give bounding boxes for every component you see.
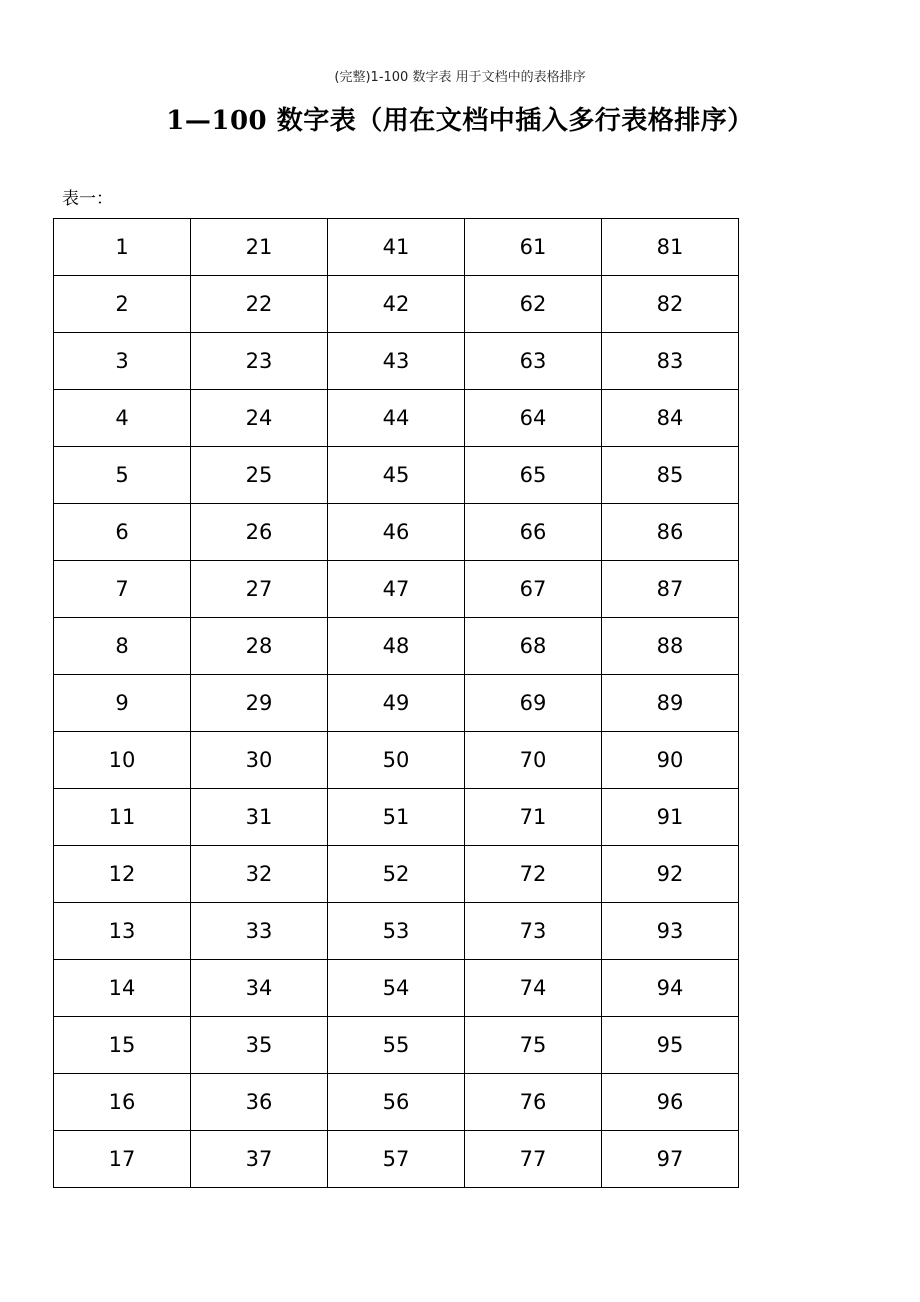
table-cell: 95 [602, 1017, 739, 1074]
table-cell: 9 [54, 675, 191, 732]
table-cell: 72 [465, 846, 602, 903]
number-table [53, 218, 739, 1188]
table-cell: 16 [54, 1074, 191, 1131]
table-row [54, 846, 739, 903]
table-cell: 69 [465, 675, 602, 732]
table-cell: 57 [328, 1131, 465, 1188]
running-header: (完整)1-100 数字表 用于文档中的表格排序 [334, 70, 586, 85]
table-cell: 17 [54, 1131, 191, 1188]
table-cell: 45 [328, 447, 465, 504]
table-cell: 26 [191, 504, 328, 561]
table-cell: 14 [54, 960, 191, 1017]
table-cell: 53 [328, 903, 465, 960]
table-cell: 65 [465, 447, 602, 504]
table-row [54, 390, 739, 447]
table-row [54, 561, 739, 618]
table-cell: 32 [191, 846, 328, 903]
table-cell: 85 [602, 447, 739, 504]
table-row [54, 447, 739, 504]
table-row [54, 1017, 739, 1074]
table-row [54, 333, 739, 390]
table-cell: 71 [465, 789, 602, 846]
table-cell: 35 [191, 1017, 328, 1074]
table-cell: 24 [191, 390, 328, 447]
table-cell: 92 [602, 846, 739, 903]
table-cell: 47 [328, 561, 465, 618]
table-cell: 67 [465, 561, 602, 618]
table-cell: 8 [54, 618, 191, 675]
table-cell: 27 [191, 561, 328, 618]
table-cell: 48 [328, 618, 465, 675]
table-cell: 56 [328, 1074, 465, 1131]
table-cell: 73 [465, 903, 602, 960]
table-cell: 83 [602, 333, 739, 390]
table-cell: 29 [191, 675, 328, 732]
table-cell: 75 [465, 1017, 602, 1074]
table-row [54, 504, 739, 561]
table-cell: 4 [54, 390, 191, 447]
table-cell: 33 [191, 903, 328, 960]
document-title: 1—100 数字表（用在文档中插入多行表格排序） [166, 106, 754, 136]
table-row [54, 789, 739, 846]
table-cell: 74 [465, 960, 602, 1017]
table-row [54, 675, 739, 732]
table-cell: 97 [602, 1131, 739, 1188]
table-cell: 89 [602, 675, 739, 732]
table-row [54, 903, 739, 960]
table-cell: 11 [54, 789, 191, 846]
table-cell: 10 [54, 732, 191, 789]
table-cell: 70 [465, 732, 602, 789]
table-cell: 51 [328, 789, 465, 846]
number-table-body [54, 219, 739, 1188]
table-cell: 96 [602, 1074, 739, 1131]
table-cell: 46 [328, 504, 465, 561]
table-row [54, 960, 739, 1017]
table-cell: 42 [328, 276, 465, 333]
table-cell: 52 [328, 846, 465, 903]
table-cell: 12 [54, 846, 191, 903]
table-label: 表一： [62, 189, 113, 209]
table-cell: 68 [465, 618, 602, 675]
table-cell: 23 [191, 333, 328, 390]
table-cell: 28 [191, 618, 328, 675]
table-cell: 81 [602, 219, 739, 276]
table-row [54, 219, 739, 276]
table-cell: 91 [602, 789, 739, 846]
table-row [54, 732, 739, 789]
table-cell: 66 [465, 504, 602, 561]
table-cell: 30 [191, 732, 328, 789]
table-cell: 55 [328, 1017, 465, 1074]
table-cell: 3 [54, 333, 191, 390]
table-cell: 1 [54, 219, 191, 276]
table-cell: 34 [191, 960, 328, 1017]
table-cell: 64 [465, 390, 602, 447]
table-cell: 88 [602, 618, 739, 675]
table-row [54, 1074, 739, 1131]
table-cell: 82 [602, 276, 739, 333]
table-cell: 54 [328, 960, 465, 1017]
table-cell: 62 [465, 276, 602, 333]
table-cell: 5 [54, 447, 191, 504]
table-cell: 21 [191, 219, 328, 276]
table-cell: 31 [191, 789, 328, 846]
table-cell: 15 [54, 1017, 191, 1074]
table-cell: 43 [328, 333, 465, 390]
table-row [54, 618, 739, 675]
table-cell: 6 [54, 504, 191, 561]
table-cell: 2 [54, 276, 191, 333]
table-cell: 36 [191, 1074, 328, 1131]
table-row [54, 276, 739, 333]
table-cell: 61 [465, 219, 602, 276]
table-cell: 77 [465, 1131, 602, 1188]
table-cell: 63 [465, 333, 602, 390]
table-cell: 44 [328, 390, 465, 447]
table-cell: 76 [465, 1074, 602, 1131]
table-cell: 25 [191, 447, 328, 504]
table-row [54, 1131, 739, 1188]
table-cell: 90 [602, 732, 739, 789]
table-cell: 7 [54, 561, 191, 618]
table-cell: 86 [602, 504, 739, 561]
table-cell: 50 [328, 732, 465, 789]
table-cell: 94 [602, 960, 739, 1017]
table-cell: 13 [54, 903, 191, 960]
table-cell: 87 [602, 561, 739, 618]
table-cell: 37 [191, 1131, 328, 1188]
table-cell: 22 [191, 276, 328, 333]
table-cell: 84 [602, 390, 739, 447]
table-cell: 41 [328, 219, 465, 276]
table-cell: 93 [602, 903, 739, 960]
table-cell: 49 [328, 675, 465, 732]
